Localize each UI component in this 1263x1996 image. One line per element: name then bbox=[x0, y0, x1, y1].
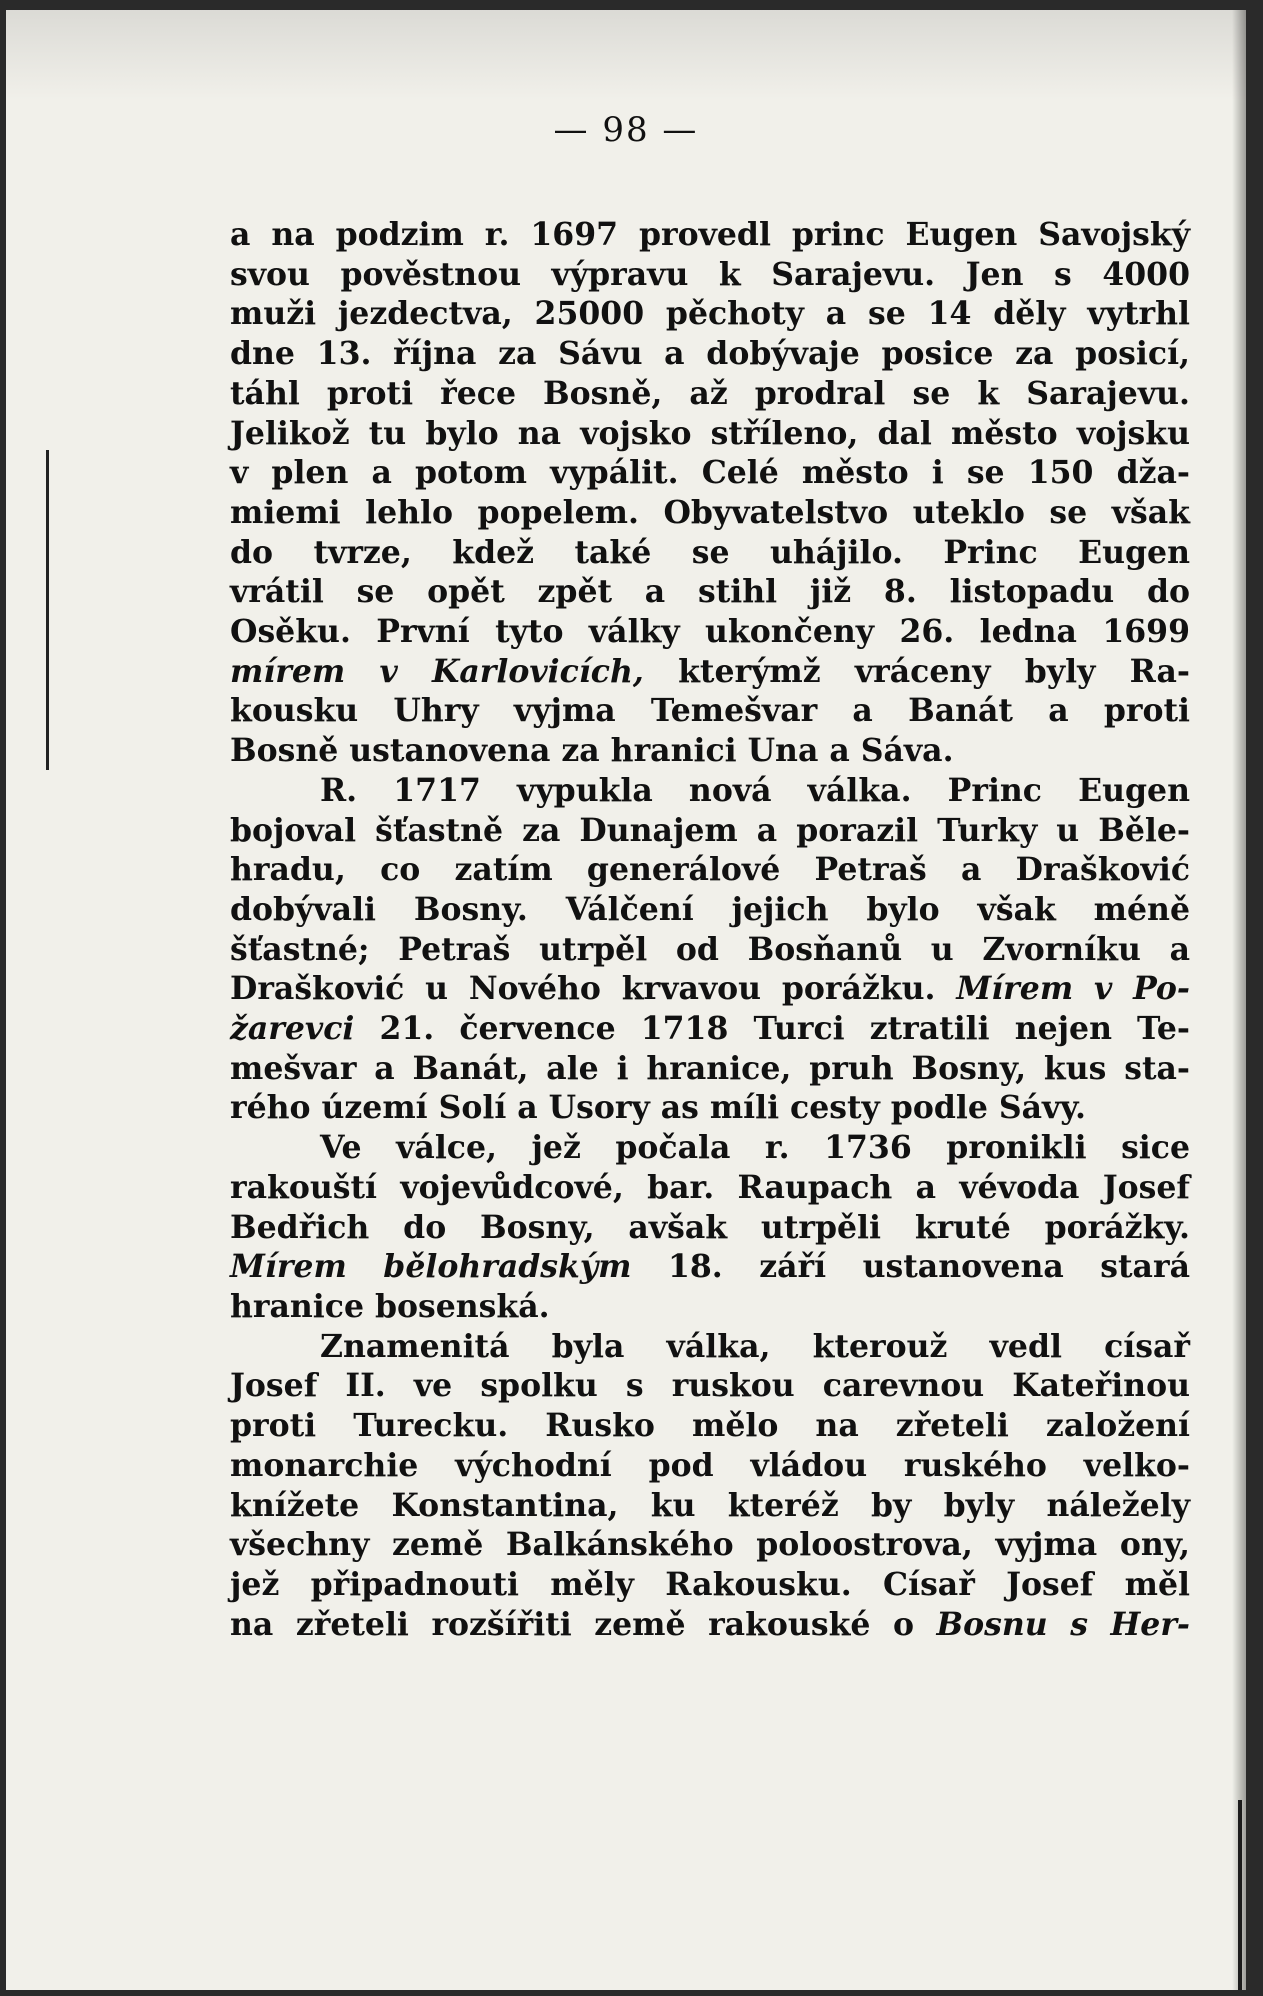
text-fragment: 18. září ustanovena stará bbox=[631, 1248, 1190, 1286]
paragraph-2-line-9: rého území Solí a Usory as míli cesty podle Sávy. bbox=[230, 1089, 1086, 1127]
text-fragment: kterýmž vráceny byly Ra- bbox=[643, 652, 1190, 690]
paragraph-3-line-2: rakouští vojevůdcové, bar. Raupach a vévoda Josef bbox=[230, 1168, 1190, 1206]
text-fragment: 21. července 1718 Turci ztratili nejen Te- bbox=[354, 1010, 1190, 1048]
paragraph-4-line-7: jež připadnouti měly Rakousku. Císař Josef měl bbox=[230, 1565, 1190, 1603]
text-line-2: svou pověstnou výpravu k Sarajevu. Jen s 4000 bbox=[230, 255, 1190, 293]
text-line-14: Bosně ustanovena za hranici Una a Sáva. bbox=[230, 732, 954, 770]
paragraph-4-line-5: knížete Konstantina, ku kteréž by byly náležely bbox=[230, 1486, 1190, 1524]
paragraph-2-line-5: šťastné; Petraš utrpěl od Bosňanů u Zvorníku a bbox=[230, 930, 1190, 968]
italic-phrase-pozarevci: Mírem v Po- bbox=[956, 970, 1190, 1008]
text-line-5: táhl proti řece Bosně, až prodral se k Sarajevu. bbox=[230, 374, 1190, 412]
text-line-4: dne 13. října za Sávu a dobývaje posice za posicí, bbox=[230, 335, 1190, 373]
italic-phrase-bosnu: Bosnu s Her- bbox=[936, 1605, 1190, 1643]
italic-phrase-belohradskym: Mírem bělohradským bbox=[230, 1248, 632, 1286]
text-line-7: v plen a potom vypálit. Celé město i se 150 dža- bbox=[230, 454, 1190, 492]
paragraph-4-line-4: monarchie východní pod vládou ruského velko- bbox=[230, 1446, 1190, 1484]
text-line-13: kousku Uhry vyjma Temešvar a Banát a proti bbox=[230, 692, 1190, 730]
paragraph-2-line-3: hradu, co zatím generálové Petraš a Drašković bbox=[230, 851, 1190, 889]
paragraph-2-line-6 bbox=[230, 969, 1190, 1009]
body-text bbox=[230, 215, 1190, 1644]
page-edge-shadow bbox=[1232, 10, 1246, 1990]
paragraph-2-line-4: dobývali Bosny. Válčení jejich bylo však méně bbox=[230, 890, 1190, 928]
text-line-9: do tvrze, kdež také se uhájilo. Princ Eugen bbox=[230, 533, 1190, 571]
text-line-10: vrátil se opět zpět a stihl již 8. listopadu do bbox=[230, 573, 1190, 611]
paragraph-3-line-4 bbox=[230, 1247, 1190, 1287]
italic-phrase-zarevci: žarevci bbox=[230, 1010, 355, 1048]
paragraph-2-line-2: bojoval šťastně za Dunajem a porazil Turky u Běle- bbox=[230, 811, 1190, 849]
text-line-1: a na podzim r. 1697 provedl princ Eugen Savojský bbox=[230, 216, 1190, 253]
paragraph-3-line-5: hranice bosenská. bbox=[230, 1287, 550, 1325]
text-line-6: Jelikož tu bylo na vojsko stříleno, dal město vojsku bbox=[230, 414, 1190, 452]
paragraph-4-line-2: Josef II. ve spolku s ruskou carevnou Kateřinou bbox=[230, 1367, 1190, 1405]
paragraph-4-line-3: proti Turecku. Rusko mělo na zřeteli založení bbox=[230, 1407, 1190, 1445]
text-fragment: na zřeteli rozšířiti země rakouské o bbox=[230, 1605, 937, 1643]
italic-phrase-karlovice: mírem v Karlovicích, bbox=[230, 652, 644, 690]
paragraph-4-line-8 bbox=[230, 1605, 1190, 1645]
scan-margin-mark-left bbox=[46, 450, 49, 770]
page-number: — 98 — bbox=[553, 110, 699, 150]
text-line-8: miemi lehlo popelem. Obyvatelstvo uteklo se však bbox=[230, 493, 1190, 531]
paragraph-4-line-6: všechny země Balkánského poloostrova, vyjma ony, bbox=[230, 1526, 1190, 1564]
text-line-12 bbox=[230, 652, 1190, 692]
paragraph-2-line-8: mešvar a Banát, ale i hranice, pruh Bosny, kus sta- bbox=[230, 1049, 1190, 1087]
paragraph-4-line-1: Znamenitá byla válka, kterouž vedl císař bbox=[320, 1327, 1190, 1365]
text-line-11: Osěku. První tyto války ukončeny 26. ledna 1699 bbox=[230, 613, 1190, 651]
text-line-3: muži jezdectva, 25000 pěchoty a se 14 děly vytrhl bbox=[230, 295, 1190, 333]
paragraph-3-line-3: Bedřich do Bosny, avšak utrpěli kruté porážky. bbox=[230, 1208, 1190, 1246]
paragraph-2-line-7 bbox=[230, 1009, 1190, 1049]
paragraph-3-line-1: Ve válce, jež počala r. 1736 pronikli sice bbox=[320, 1129, 1190, 1167]
text-fragment: Drašković u Nového krvavou porážku. bbox=[230, 970, 957, 1008]
book-page bbox=[6, 10, 1246, 1990]
paragraph-2-line-1: R. 1717 vypukla nová válka. Princ Eugen bbox=[320, 771, 1190, 809]
